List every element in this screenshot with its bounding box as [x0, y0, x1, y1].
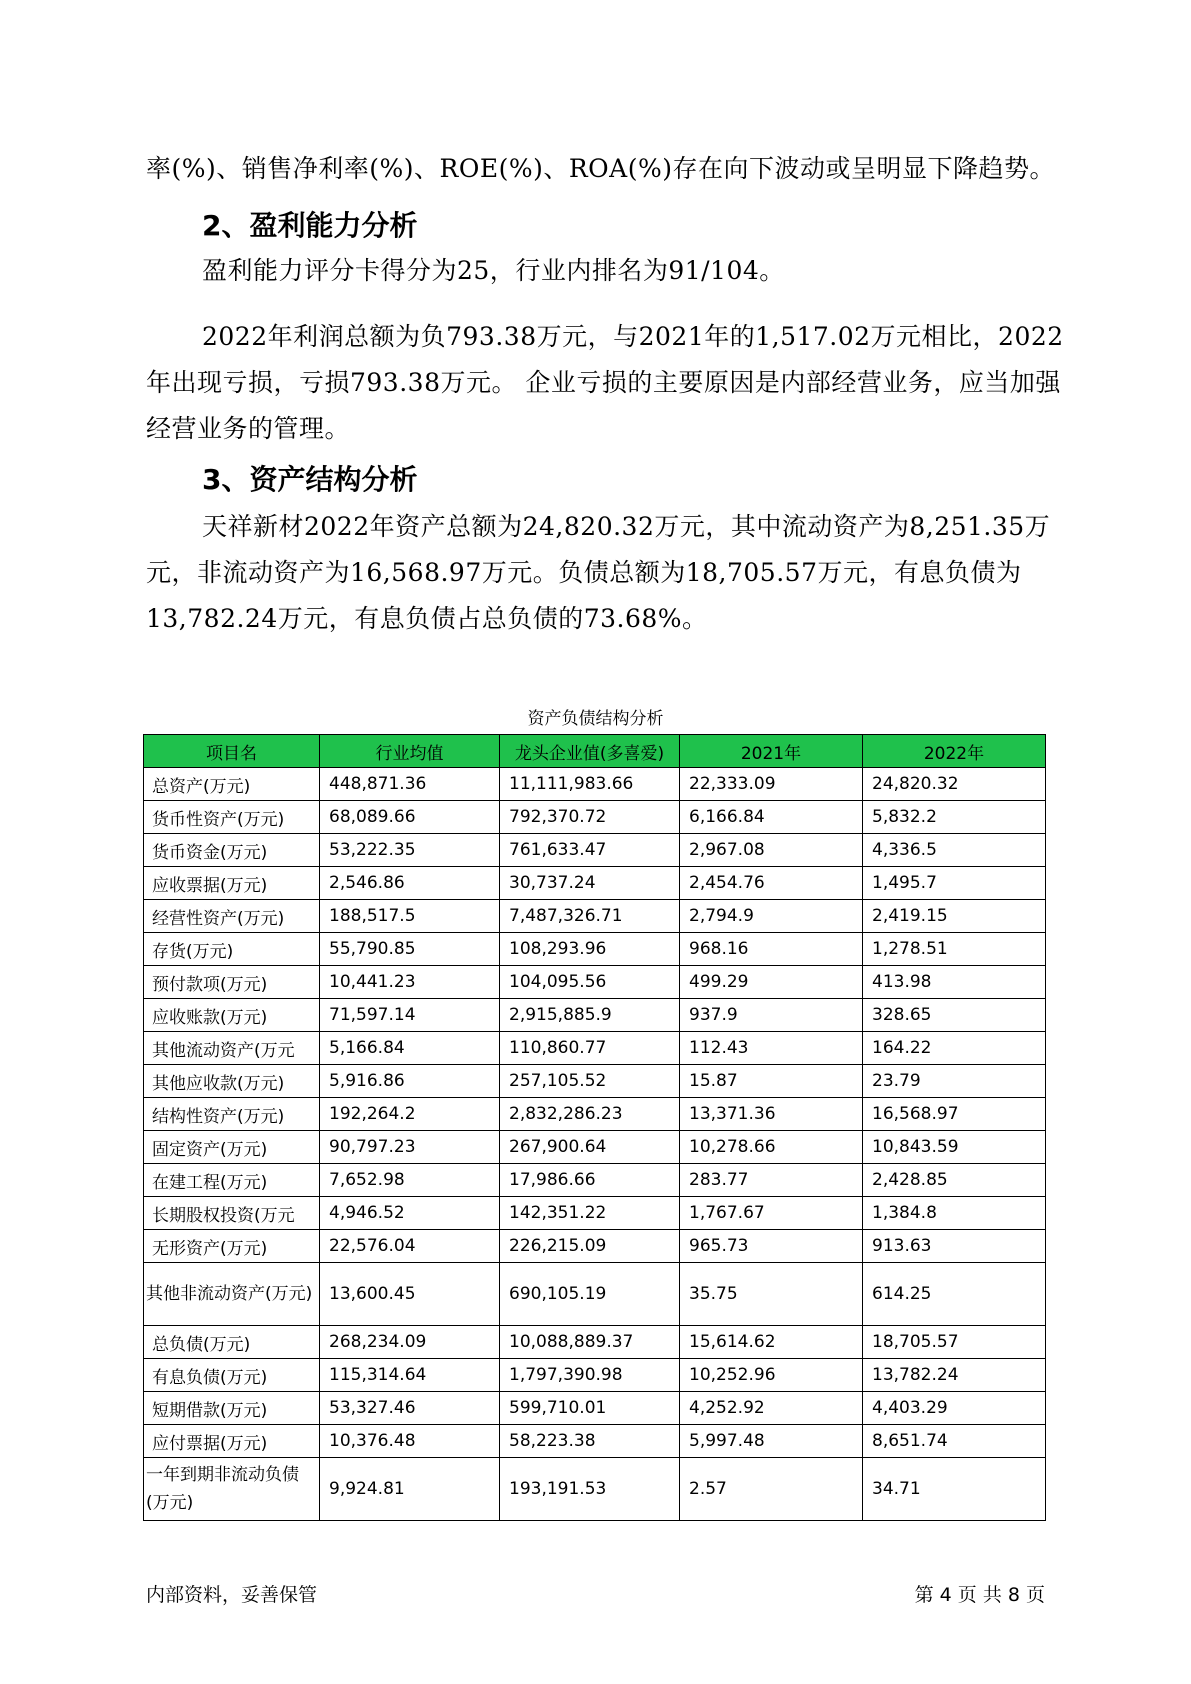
value-cell: 792,370.72 — [500, 801, 680, 834]
table-row — [144, 1197, 1046, 1230]
table-row — [144, 1032, 1046, 1065]
row-label-cell: 总资产(万元) — [144, 768, 320, 801]
table-row — [144, 933, 1046, 966]
value-cell: 1,767.67 — [680, 1197, 863, 1230]
value-cell: 10,252.96 — [680, 1359, 863, 1392]
row-label-cell: 在建工程(万元) — [144, 1164, 320, 1197]
row-label-cell: 货币性资产(万元) — [144, 801, 320, 834]
value-cell: 448,871.36 — [320, 768, 500, 801]
value-cell: 968.16 — [680, 933, 863, 966]
value-cell: 913.63 — [863, 1230, 1046, 1263]
paragraph-score: 盈利能力评分卡得分为25，行业内排名为91/104。 — [202, 256, 785, 285]
value-cell: 10,376.48 — [320, 1425, 500, 1458]
table-row — [144, 1263, 1046, 1326]
value-cell: 23.79 — [863, 1065, 1046, 1098]
row-label-cell: 其他非流动资产(万元) — [144, 1263, 320, 1326]
value-cell: 30,737.24 — [500, 867, 680, 900]
paragraph-continuation: 率(%)、销售净利率(%)、ROE(%)、ROA(%)存在向下波动或呈明显下降趋势。 — [146, 154, 1055, 183]
row-label-cell: 总负债(万元) — [144, 1326, 320, 1359]
value-cell: 104,095.56 — [500, 966, 680, 999]
value-cell: 937.9 — [680, 999, 863, 1032]
row-label-cell: 一年到期非流动负债(万元) — [144, 1458, 320, 1521]
table-caption: 资产负债结构分析 — [527, 709, 664, 729]
table-row — [144, 1230, 1046, 1263]
value-cell: 4,946.52 — [320, 1197, 500, 1230]
value-cell: 2,454.76 — [680, 867, 863, 900]
value-cell: 13,600.45 — [320, 1263, 500, 1326]
value-cell: 108,293.96 — [500, 933, 680, 966]
value-cell: 22,333.09 — [680, 768, 863, 801]
value-cell: 188,517.5 — [320, 900, 500, 933]
value-cell: 10,278.66 — [680, 1131, 863, 1164]
value-cell: 164.22 — [863, 1032, 1046, 1065]
value-cell: 58,223.38 — [500, 1425, 680, 1458]
row-label-cell: 固定资产(万元) — [144, 1131, 320, 1164]
value-cell: 35.75 — [680, 1263, 863, 1326]
row-label-cell: 长期股权投资(万元 — [144, 1197, 320, 1230]
table-row — [144, 867, 1046, 900]
value-cell: 142,351.22 — [500, 1197, 680, 1230]
value-cell: 9,924.81 — [320, 1458, 500, 1521]
value-cell: 499.29 — [680, 966, 863, 999]
value-cell: 34.71 — [863, 1458, 1046, 1521]
column-header: 行业均值 — [320, 735, 500, 768]
value-cell: 614.25 — [863, 1263, 1046, 1326]
section-heading-asset-structure: 3、资产结构分析 — [202, 463, 418, 496]
value-cell: 5,166.84 — [320, 1032, 500, 1065]
value-cell: 10,088,889.37 — [500, 1326, 680, 1359]
value-cell: 7,487,326.71 — [500, 900, 680, 933]
row-label-cell: 其他应收款(万元) — [144, 1065, 320, 1098]
value-cell: 8,651.74 — [863, 1425, 1046, 1458]
table-row — [144, 1425, 1046, 1458]
value-cell: 68,089.66 — [320, 801, 500, 834]
value-cell: 599,710.01 — [500, 1392, 680, 1425]
value-cell: 193,191.53 — [500, 1458, 680, 1521]
value-cell: 965.73 — [680, 1230, 863, 1263]
value-cell: 192,264.2 — [320, 1098, 500, 1131]
row-label-cell: 应收票据(万元) — [144, 867, 320, 900]
table-row — [144, 768, 1046, 801]
row-label-cell: 其他流动资产(万元 — [144, 1032, 320, 1065]
value-cell: 71,597.14 — [320, 999, 500, 1032]
value-cell: 268,234.09 — [320, 1326, 500, 1359]
value-cell: 690,105.19 — [500, 1263, 680, 1326]
value-cell: 5,832.2 — [863, 801, 1046, 834]
value-cell: 413.98 — [863, 966, 1046, 999]
value-cell: 24,820.32 — [863, 768, 1046, 801]
value-cell: 15,614.62 — [680, 1326, 863, 1359]
paragraph-assets: 天祥新材2022年资产总额为24,820.32万元，其中流动资产为8,251.35万元，非流动资产为16,568.97万元。负债总额为18,705.57万元，有息负债为13,782.24万元，有息负债占总负债的73.68%。 — [146, 512, 1051, 633]
table-row — [144, 1065, 1046, 1098]
row-label-cell: 应付票据(万元) — [144, 1425, 320, 1458]
column-header: 2021年 — [680, 735, 863, 768]
value-cell: 13,782.24 — [863, 1359, 1046, 1392]
value-cell: 2,915,885.9 — [500, 999, 680, 1032]
value-cell: 90,797.23 — [320, 1131, 500, 1164]
value-cell: 1,278.51 — [863, 933, 1046, 966]
value-cell: 4,403.29 — [863, 1392, 1046, 1425]
value-cell: 5,916.86 — [320, 1065, 500, 1098]
value-cell: 53,222.35 — [320, 834, 500, 867]
value-cell: 2,428.85 — [863, 1164, 1046, 1197]
row-label-cell: 短期借款(万元) — [144, 1392, 320, 1425]
row-label-cell: 结构性资产(万元) — [144, 1098, 320, 1131]
table-header-row — [144, 735, 1046, 768]
value-cell: 2,794.9 — [680, 900, 863, 933]
value-cell: 17,986.66 — [500, 1164, 680, 1197]
value-cell: 22,576.04 — [320, 1230, 500, 1263]
section-heading-profitability: 2、盈利能力分析 — [202, 209, 418, 242]
value-cell: 328.65 — [863, 999, 1046, 1032]
row-label-cell: 货币资金(万元) — [144, 834, 320, 867]
row-label-cell: 应收账款(万元) — [144, 999, 320, 1032]
value-cell: 1,495.7 — [863, 867, 1046, 900]
value-cell: 110,860.77 — [500, 1032, 680, 1065]
column-header: 项目名 — [144, 735, 320, 768]
column-header: 2022年 — [863, 735, 1046, 768]
footer-confidential: 内部资料，妥善保管 — [146, 1584, 318, 1606]
row-label-cell: 经营性资产(万元) — [144, 900, 320, 933]
value-cell: 10,843.59 — [863, 1131, 1046, 1164]
value-cell: 761,633.47 — [500, 834, 680, 867]
table-row — [144, 1326, 1046, 1359]
value-cell: 2,832,286.23 — [500, 1098, 680, 1131]
table-row — [144, 834, 1046, 867]
column-header: 龙头企业值(多喜爱) — [500, 735, 680, 768]
value-cell: 226,215.09 — [500, 1230, 680, 1263]
value-cell: 1,797,390.98 — [500, 1359, 680, 1392]
value-cell: 257,105.52 — [500, 1065, 680, 1098]
value-cell: 2,546.86 — [320, 867, 500, 900]
value-cell: 112.43 — [680, 1032, 863, 1065]
value-cell: 4,336.5 — [863, 834, 1046, 867]
table-row — [144, 801, 1046, 834]
table-row — [144, 1458, 1046, 1521]
value-cell: 11,111,983.66 — [500, 768, 680, 801]
value-cell: 6,166.84 — [680, 801, 863, 834]
value-cell: 267,900.64 — [500, 1131, 680, 1164]
value-cell: 283.77 — [680, 1164, 863, 1197]
value-cell: 115,314.64 — [320, 1359, 500, 1392]
value-cell: 7,652.98 — [320, 1164, 500, 1197]
value-cell: 16,568.97 — [863, 1098, 1046, 1131]
value-cell: 15.87 — [680, 1065, 863, 1098]
table-row — [144, 966, 1046, 999]
table-row — [144, 1164, 1046, 1197]
table-row — [144, 1131, 1046, 1164]
table-row — [144, 1359, 1046, 1392]
value-cell: 13,371.36 — [680, 1098, 863, 1131]
row-label-cell: 有息负债(万元) — [144, 1359, 320, 1392]
value-cell: 55,790.85 — [320, 933, 500, 966]
value-cell: 53,327.46 — [320, 1392, 500, 1425]
balance-structure-table — [143, 734, 1046, 1521]
row-label-cell: 预付款项(万元) — [144, 966, 320, 999]
value-cell: 10,441.23 — [320, 966, 500, 999]
table-row — [144, 1392, 1046, 1425]
value-cell: 2.57 — [680, 1458, 863, 1521]
row-label-cell: 存货(万元) — [144, 933, 320, 966]
paragraph-profit: 2022年利润总额为负793.38万元，与2021年的1,517.02万元相比，2022年出现亏损，亏损793.38万元。 企业亏损的主要原因是内部经营业务，应当加强经营业务的管理。 — [146, 322, 1064, 443]
value-cell: 2,419.15 — [863, 900, 1046, 933]
table-row — [144, 900, 1046, 933]
value-cell: 4,252.92 — [680, 1392, 863, 1425]
value-cell: 5,997.48 — [680, 1425, 863, 1458]
value-cell: 18,705.57 — [863, 1326, 1046, 1359]
value-cell: 1,384.8 — [863, 1197, 1046, 1230]
table-row — [144, 999, 1046, 1032]
table-row — [144, 1098, 1046, 1131]
row-label-cell: 无形资产(万元) — [144, 1230, 320, 1263]
value-cell: 2,967.08 — [680, 834, 863, 867]
footer-page-number: 第 4 页 共 8 页 — [914, 1584, 1045, 1606]
